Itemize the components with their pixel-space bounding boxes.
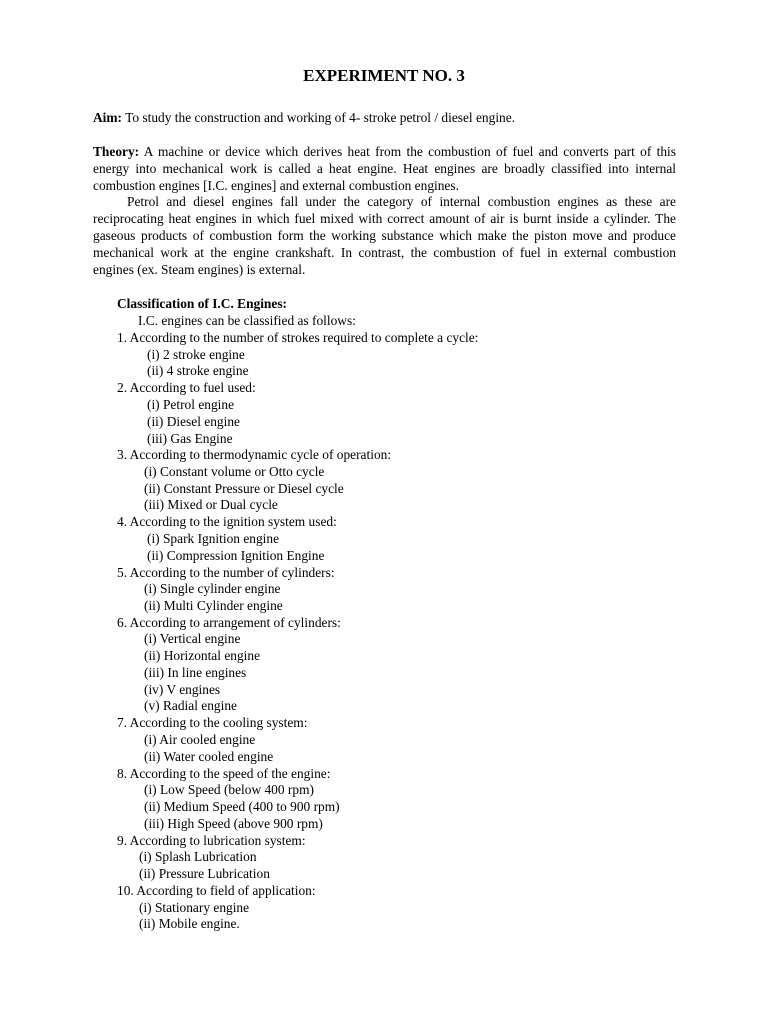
- list-item: (ii) Medium Speed (400 to 900 rpm): [144, 799, 340, 814]
- list-item: (ii) Water cooled engine: [144, 749, 274, 764]
- group-title: 9. According to lubrication system:: [117, 833, 306, 848]
- list-item: (iii) Mixed or Dual cycle: [144, 497, 278, 512]
- group-title: 1. According to the number of strokes required to complete a cycle:: [117, 330, 479, 345]
- group-title: 6. According to arrangement of cylinders:: [117, 615, 341, 630]
- group-title: 7. According to the cooling system:: [117, 715, 308, 730]
- aim-text: To study the construction and working of 4- stroke petrol / diesel engine.: [122, 110, 516, 125]
- group-title: 2. According to fuel used:: [117, 380, 256, 395]
- theory-text: A machine or device which derives heat from the combustion of fuel and converts part of this energy into mechanical work is called a heat engine. Heat engines are broadly classified into internal combustion engines [I.C. engines] and external combustion engines.: [93, 144, 676, 193]
- aim-paragraph: [93, 110, 676, 127]
- list-item: (iii) In line engines: [144, 665, 247, 680]
- list-item: (iii) Gas Engine: [147, 431, 233, 446]
- list-item: (ii) Constant Pressure or Diesel cycle: [144, 481, 344, 496]
- list-item: (ii) Diesel engine: [147, 414, 240, 429]
- list-item: (iv) V engines: [144, 682, 221, 697]
- theory-paragraph: [93, 144, 676, 195]
- list-item: (v) Radial engine: [144, 698, 237, 713]
- list-item: (ii) 4 stroke engine: [147, 363, 249, 378]
- list-item: (i) 2 stroke engine: [147, 347, 245, 362]
- list-item: (ii) Multi Cylinder engine: [144, 598, 283, 613]
- group-title: 4. According to the ignition system used:: [117, 514, 337, 529]
- classification-heading: Classification of I.C. Engines:: [117, 296, 287, 311]
- list-item: (i) Constant volume or Otto cycle: [144, 464, 325, 479]
- page-title: EXPERIMENT NO. 3: [303, 66, 465, 85]
- list-item: (i) Low Speed (below 400 rpm): [144, 782, 314, 797]
- group-title: 10. According to field of application:: [117, 883, 316, 898]
- list-item: (i) Spark Ignition engine: [147, 531, 280, 546]
- classification-intro: I.C. engines can be classified as follows:: [138, 313, 356, 328]
- list-item: (i) Stationary engine: [139, 900, 250, 915]
- list-item: (i) Air cooled engine: [144, 732, 256, 747]
- list-item: (ii) Horizontal engine: [144, 648, 261, 663]
- list-item: (ii) Compression Ignition Engine: [147, 548, 325, 563]
- list-item: (i) Petrol engine: [147, 397, 235, 412]
- list-item: (i) Splash Lubrication: [139, 849, 257, 864]
- list-item: (iii) High Speed (above 900 rpm): [144, 816, 323, 831]
- list-item: (i) Vertical engine: [144, 631, 241, 646]
- group-title: 5. According to the number of cylinders:: [117, 565, 335, 580]
- list-item: (i) Single cylinder engine: [144, 581, 281, 596]
- group-title: 8. According to the speed of the engine:: [117, 766, 331, 781]
- aim-label: Aim:: [93, 110, 123, 125]
- list-item: (ii) Mobile engine.: [139, 916, 240, 931]
- group-title: 3. According to thermodynamic cycle of operation:: [117, 447, 392, 462]
- theory-label: Theory:: [93, 144, 140, 159]
- list-item: (ii) Pressure Lubrication: [139, 866, 270, 881]
- theory-paragraph-2: Petrol and diesel engines fall under the category of internal combustion engines as these are reciprocating heat engines in which fuel mixed with correct amount of air is burnt inside a cylinder. The gaseous products of combustion form the working substance which make the piston move and produce mechanical work at the engine crankshaft. In contrast, the combustion of fuel in external combustion engines (ex. Steam engines) is external.: [93, 194, 676, 277]
